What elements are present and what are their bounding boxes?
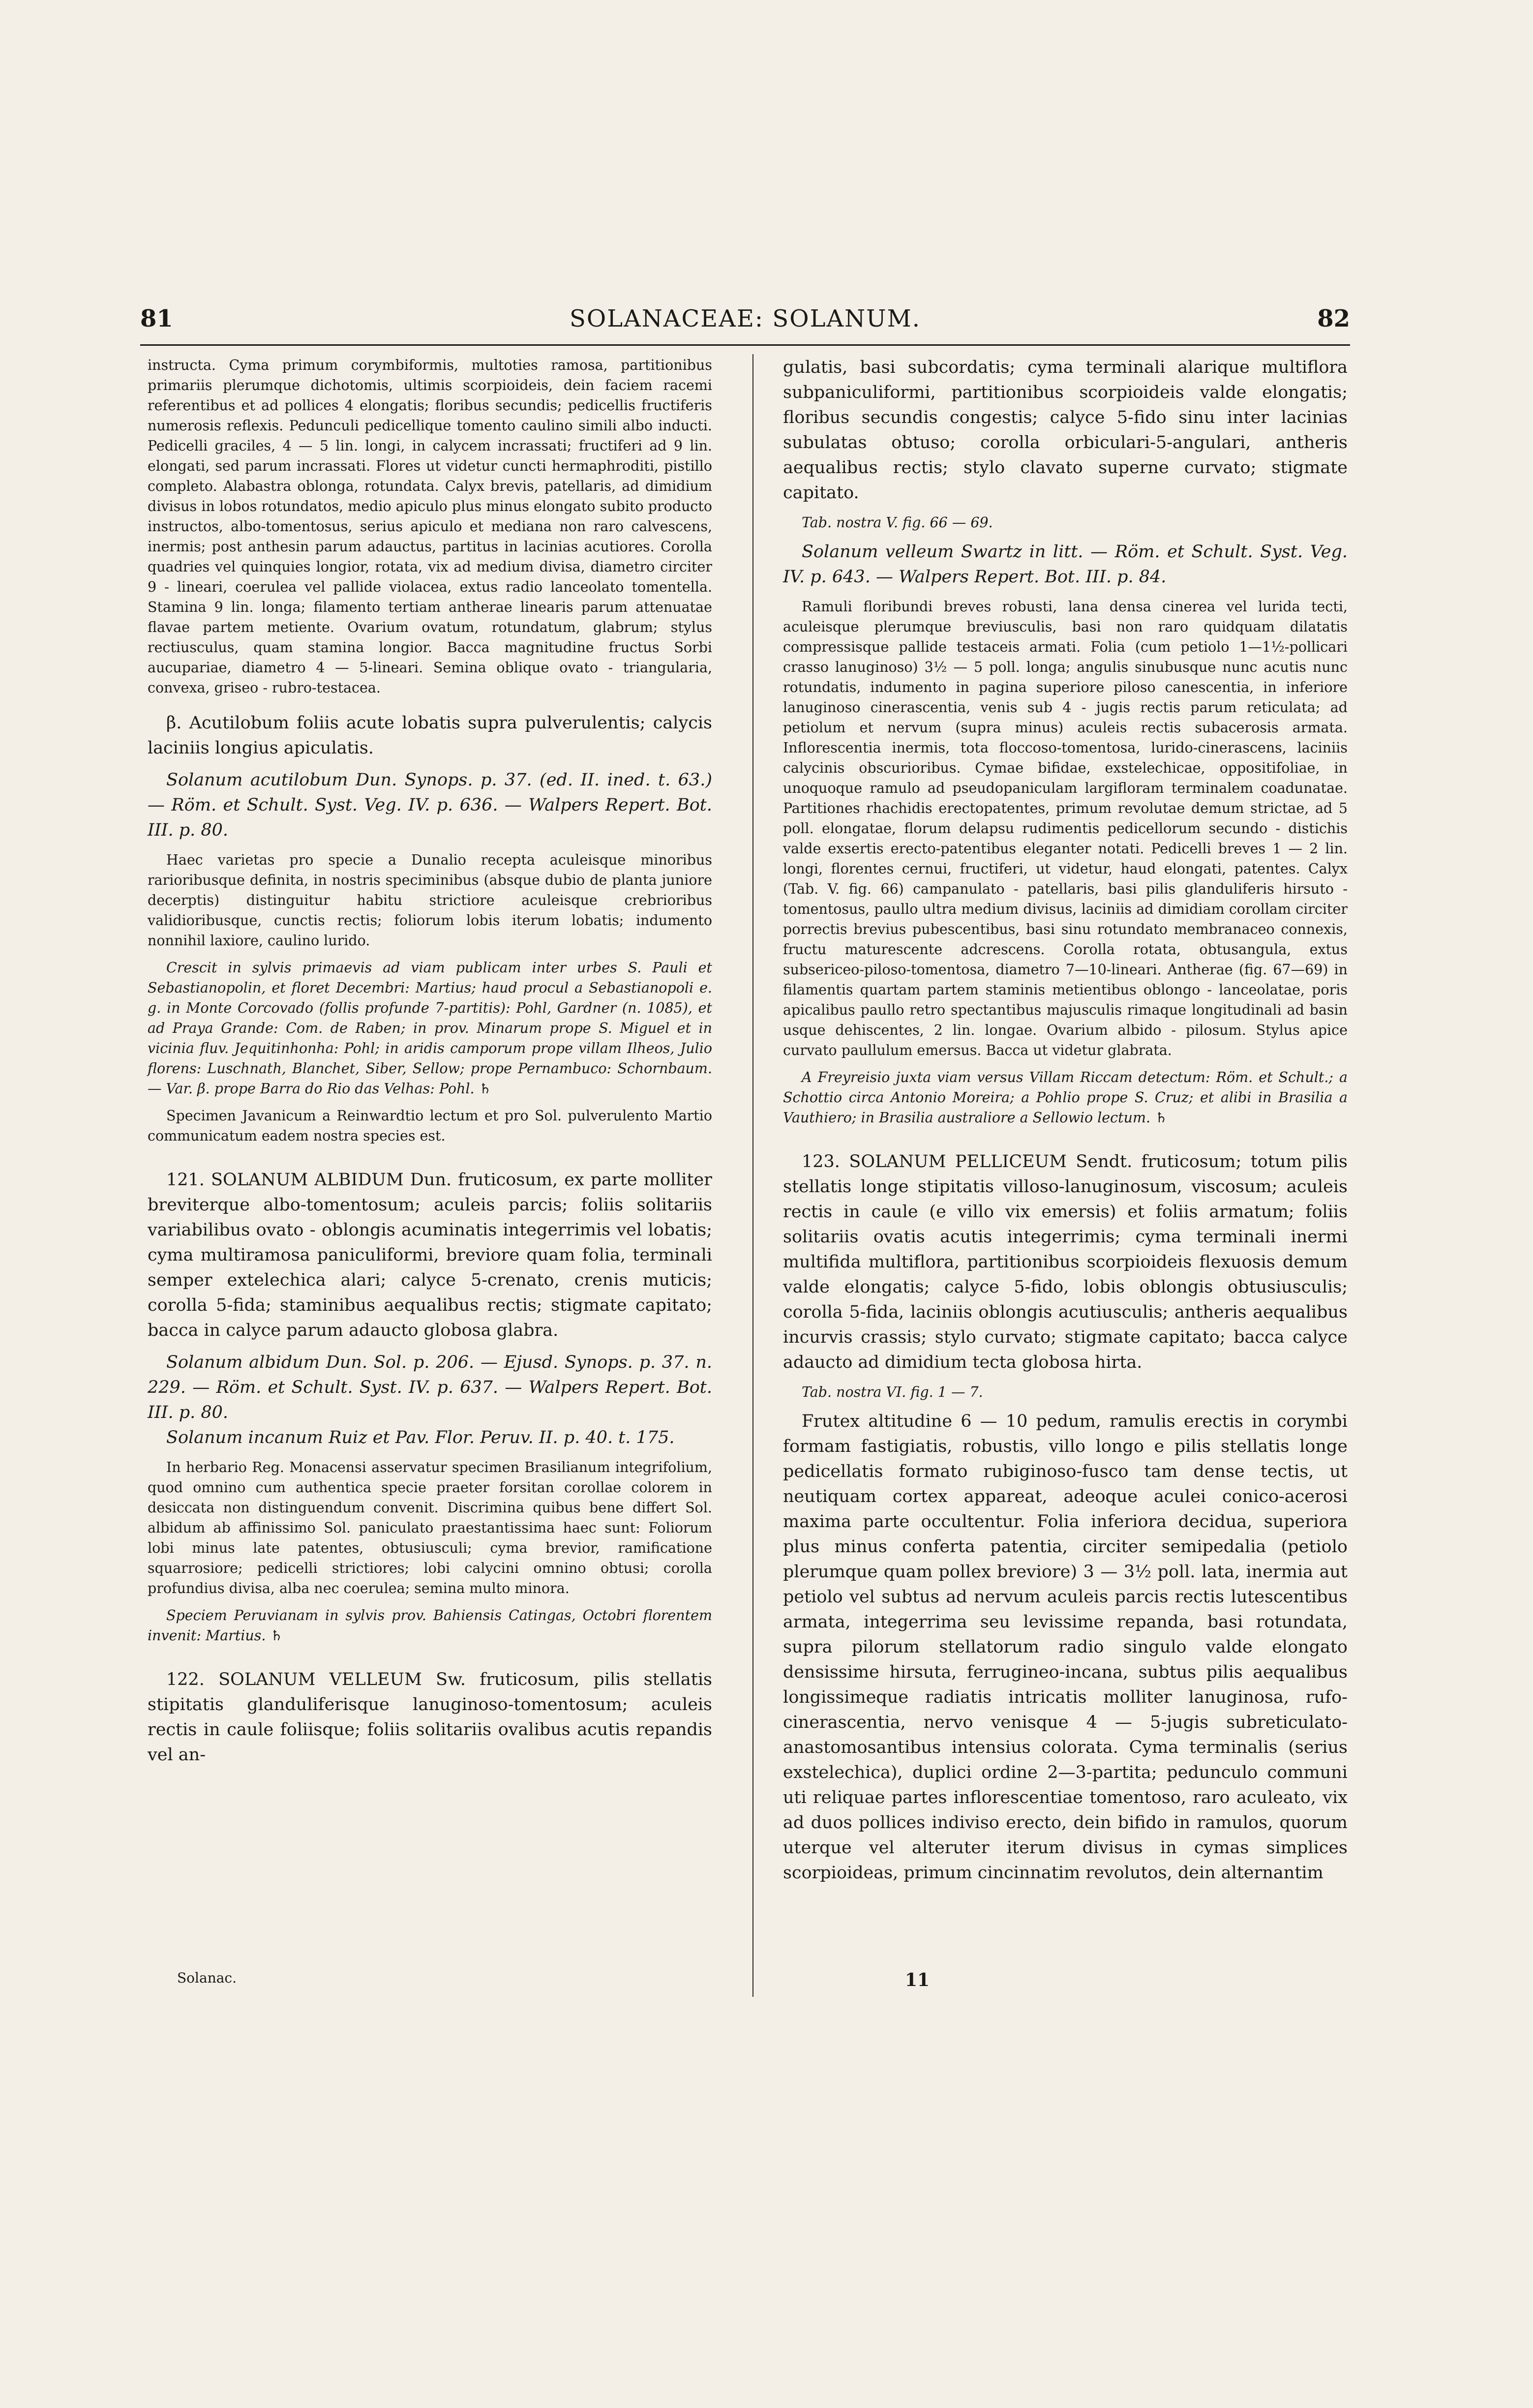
column-divider [752, 354, 753, 1997]
page-header [140, 301, 1350, 340]
spacer [783, 533, 1348, 540]
spacer [783, 506, 1348, 512]
left-column [148, 355, 712, 1768]
left-column-paragraph: β. Acutilobum foliis acute lobatis supra pulverulentis; calycis laciniis longius apiculatis. [148, 713, 712, 758]
spacer [783, 590, 1348, 597]
right-column-paragraph: gulatis, basi subcordatis; cyma terminali alarique multiflora subpaniculiformi, partitionibus scorpioideis valde elongatis; floribus secundis congestis; calyce 5-fido sinu inter lacinias subulatas obtuso; corolla orbiculari-5-angulari, antheris aequalibus rectis; stylo clavato superne curvato; stigmate capitato. [783, 358, 1348, 503]
spacer [783, 1128, 1348, 1149]
running-title: SOLANACEAE: SOLANUM. [570, 305, 921, 332]
spacer [148, 1146, 712, 1168]
footer-note: Solanac. [177, 1970, 237, 1986]
spacer [148, 1598, 712, 1605]
left-column-paragraph: Solanum acutilobum Dun. Synops. p. 37. (ed. II. ined. t. 63.) — Röm. et Schult. Syst. Veg. IV. p. 636. — Walpers Repert. Bot. III. p. 80. [148, 770, 712, 840]
header-rule [140, 344, 1350, 346]
spacer [148, 951, 712, 958]
spacer [148, 1099, 712, 1106]
right-column-paragraph: Solanum velleum Swartz in litt. — Röm. et Schult. Syst. Veg. IV. p. 643. — Walpers Repert. Bot. III. p. 84. [783, 542, 1348, 587]
left-column-paragraph: instructa. Cyma primum corymbiformis, multoties ramosa, partitionibus primariis plerumque dichotomis, ultimis scorpioideis, dein faciem racemi referentibus et ad pollices 4 elongatis; floribus secundis; pedicellis fructiferis numerosis reflexis. Pedunculi pedicellique tomento caulino simili albo inducti. Pedicelli graciles, 4 — 5 lin. longi, in calycem incrassati; fructiferi ad 9 lin. elongati, sed parum incrassati. Flores ut videtur cuncti hermaphroditi, pistillo completo. Alabastra oblonga, rotundata. Calyx brevis, patellaris, ad dimidium divisus in lobos rotundatos, medio apiculo plus minus elongato subito producto instructos, albo-tomentosus, serius apiculo et mediana non raro calvescens, inermis; post anthesin parum adauctus, partitus in lacinias acutiores. Corolla quadries vel quinquies longior, rotata, vix ad medium divisa, diametro circiter 9 - lineari, coerulea vel pallide violacea, extus radio lanceolato tomentella. Stamina 9 lin. longa; filamento tertiam antherae linearis parum attenuatae flavae partem metiente. Ovarium ovatum, rotundatum, glabrum; stylus rectiusculus, quam stamina longior. Bacca magnitudine fructus Sorbi aucupariae, diametro 4 — 5-lineari. Semina oblique ovato - triangularia, convexa, griseo - rubro-testacea. [148, 357, 712, 696]
right-column-paragraph: A Freyreisio juxta viam versus Villam Riccam detectum: Röm. et Schult.; a Schottio circa Antonio Moreira; a Pohlio prope S. Cruz; et alibi in Brasilia a Vauthiero; in Brasilia australiore a Sellowio lectum. ♄ [783, 1069, 1348, 1126]
right-column-paragraph: 123. SOLANUM PELLICEUM Sendt. fruticosum; totum pilis stellatis longe stipitatis villoso-lanuginosum, viscosum; aculeis rectis in caule (e villo vix emersis) et foliis armatum; foliis solitariis ovatis acutis integerrimis; cyma terminali inermi multifida multiflora, partitionibus scorpioideis flexuosis demum valde elongatis; calyce 5-fido, lobis oblongis obtusiusculis; corolla 5-fida, laciniis oblongis acutiusculis; antheris aequalibus incurvis crassis; stylo curvato; stigmate capitato; bacca calyce adaucto ad dimidium tecta globosa hirta. [783, 1152, 1348, 1372]
left-column-paragraph: Haec varietas pro specie a Dunalio recepta aculeisque minoribus rarioribusque definita, in nostris speciminibus (absque dubio de planta juniore decerptis) distinguitur habitu strictiore aculeisque crebrioribus validioribusque, cunctis rectis; foliorum lobis iterum lobatis; indumento nonnihil laxiore, caulino lurido. [148, 852, 712, 949]
spacer [783, 1375, 1348, 1382]
spacer [783, 1402, 1348, 1409]
spacer [148, 1646, 712, 1667]
left-column-paragraph: 121. SOLANUM ALBIDUM Dun. fruticosum, ex parte molliter breviterque albo-tomentosum; aculeis parcis; foliis solitariis variabilibus ovato - oblongis acuminatis integerrimis vel lobatis; cyma multiramosa paniculiformi, breviore quam folia, terminali semper extelechica alari; calyce 5-crenato, crenis muticis; corolla 5-fida; staminibus aequalibus rectis; stigmate capitato; bacca in calyce parum adaucto globosa glabra. [148, 1170, 712, 1340]
left-column-paragraph: Specimen Javanicum a Reinwardtio lectum et pro Sol. pulverulento Martio communicatum eadem nostra species est. [148, 1108, 712, 1144]
left-column-paragraph: 122. SOLANUM VELLEUM Sw. fruticosum, pilis stellatis stipitatis glanduliferisque lanuginoso-tomentosum; aculeis rectis in caule foliisque; foliis solitariis ovalibus acutis repandis vel an- [148, 1670, 712, 1765]
spacer [148, 761, 712, 768]
spacer [148, 1343, 712, 1350]
spacer [783, 1060, 1348, 1067]
right-column-paragraph: Frutex altitudine 6 — 10 pedum, ramulis erectis in corymbi formam fastigiatis, robustis, villo longo e pilis stellatis longe pedicellatis formato rubiginoso-fusco tam dense tectis, ut neutiquam cortex appareat, adeoque aculei conico-acerosi maxima parte occultentur. Folia inferiora decidua, superiora plus minus conferta patentia, circiter semipedalia (petiolo plerumque quam pollex breviore) 3 — 3½ poll. lata, inermia aut petiolo vel subtus ad nervum aculeis parcis rectis lutescentibus armata, integerrima seu levissime repanda, basi rotundata, supra pilorum stellatorum radio singulo valde elongato densissime hirsuta, ferrugineo-incana, subtus pilis aequalibus longissimeque radiatis intricatis molliter lanuginosa, rufo-cinerascentia, nervo venisque 4 — 5-jugis subreticulato-anastomosantibus intensius colorata. Cyma terminalis (serius exstelechica), duplici ordine 2—3-partita; pedunculo communi uti reliquae partes inflorescentiae tomentoso, raro aculeato, vix ad duos pollices indiviso erecto, dein bifido in ramulos, quorum uterque vel alteruter iterum divisus in cymas simplices scorpioideas, primum cincinnatim revolutos, dein alternantim [783, 1412, 1348, 1883]
spacer [148, 1450, 712, 1457]
spacer [148, 843, 712, 850]
right-column-paragraph: Ramuli floribundi breves robusti, lana densa cinerea vel lurida tecti, aculeisque plerumque breviusculis, basi non raro quidquam dilatatis compressisque pallide testaceis armati. Folia (cum petiolo 1—1½-pollicari crasso lanuginoso) 3½ — 5 poll. longa; angulis sinubusque nunc acutis nunc rotundatis, indumento in pagina superiore piloso canescentia, in inferiore lanuginoso cinerascentia, venis sub 4 - jugis rectis parum reticulata; ad petiolum et nervum (supra minus) aculeis rectis subacerosis armata. Inflorescentia inermis, tota floccoso-tomentosa, lurido-cinerascens, laciniis calycinis obscurioribus. Cymae biﬁdae, exstelechicae, oppositifoliae, in unoquoque ramulo ad pseudopaniculam largifloram terminalem coadunatae. Partitiones rhachidis erectopatentes, primum revolutae demum strictae, ad 5 poll. elongatae, florum delapsu rudimentis pedicellorum secundo - distichis valde exsertis erecto-patentibus eleganter notati. Pedicelli breves 1 — 2 lin. longi, florentes cernui, fructiferi, ut videtur, haud elongati, patentes. Calyx (Tab. V. fig. 66) campanulato - patellaris, basi pilis glanduliferis hirsuto - tomentosus, paullo ultra medium divisus, laciniis ad dimidiam corollam circiter porrectis brevius pubescentibus, basi sinu rotundato membranaceo connexis, fructu maturescente adcrescens. Corolla rotata, obtusangula, extus subsericeo-piloso-tomentosa, diametro 7—10-lineari. Antherae (fig. 67—69) in filamentis quartam partem staminis metientibus oblongo - lanceolatae, poris apicalibus paullo retro spectantibus majusculis rimaque longitudinali ad basin usque dehiscentes, 2 lin. longae. Ovarium albido - pilosum. Stylus apice curvato paullulum emersus. Bacca ut videtur glabrata. [783, 599, 1348, 1058]
signature-mark: 11 [905, 1970, 930, 1990]
left-column-paragraph: Solanum incanum Ruiz et Pav. Flor. Peruv. II. p. 40. t. 175. [166, 1428, 675, 1447]
left-column-paragraph: Crescit in sylvis primaevis ad viam publicam inter urbes S. Pauli et Sebastianopolin, et floret Decembri: Martius; haud procul a Sebastianopoli e. g. in Monte Corcovado (follis profunde 7-partitis): Pohl, Gardner (n. 1085), et ad Praya Grande: Com. de Raben; in prov. Minarum prope S. Miguel et in vicinia fluv. Jequitinhonha: Pohl; in aridis camporum prope villam Ilheos, Julio florens: Luschnath, Blanchet, Siber, Sellow; prope Pernambuco: Schornbaum. — Var. β. prope Barra do Rio das Velhas: Pohl. ♄ [148, 960, 712, 1097]
page-number-left: 81 [140, 305, 173, 332]
left-column-paragraph: Solanum albidum Dun. Sol. p. 206. — Ejusd. Synops. p. 37. n. 229. — Röm. et Schult. Syst. IV. p. 637. — Walpers Repert. Bot. III. p. 80. [148, 1353, 712, 1422]
left-column-paragraph: Speciem Peruvianam in sylvis prov. Bahiensis Catingas, Octobri florentem invenit: Martius. ♄ [148, 1607, 712, 1644]
page-number-right: 82 [1317, 305, 1350, 332]
spacer [148, 698, 712, 711]
right-column [783, 355, 1348, 1886]
right-column-paragraph: Tab. nostra VI. fig. 1 — 7. [802, 1384, 983, 1400]
left-column-paragraph: In herbario Reg. Monacensi asservatur specimen Brasilianum integrifolium, quod omnino cum authentica specie praeter forsitan corollae colorem in desiccata non distinguendum convenit. Discrimina quibus bene differt Sol. albidum ab affinissimo Sol. paniculato praestantissima haec sunt: Foliorum lobi minus late patentes, obtusiusculi; cyma brevior, ramificatione squarrosiore; pedicelli strictiores; lobi calycini omnino obtusi; corolla profundius divisa, alba nec coerulea; semina multo minora. [148, 1459, 712, 1596]
right-column-paragraph: Tab. nostra V. fig. 66 — 69. [802, 514, 993, 531]
